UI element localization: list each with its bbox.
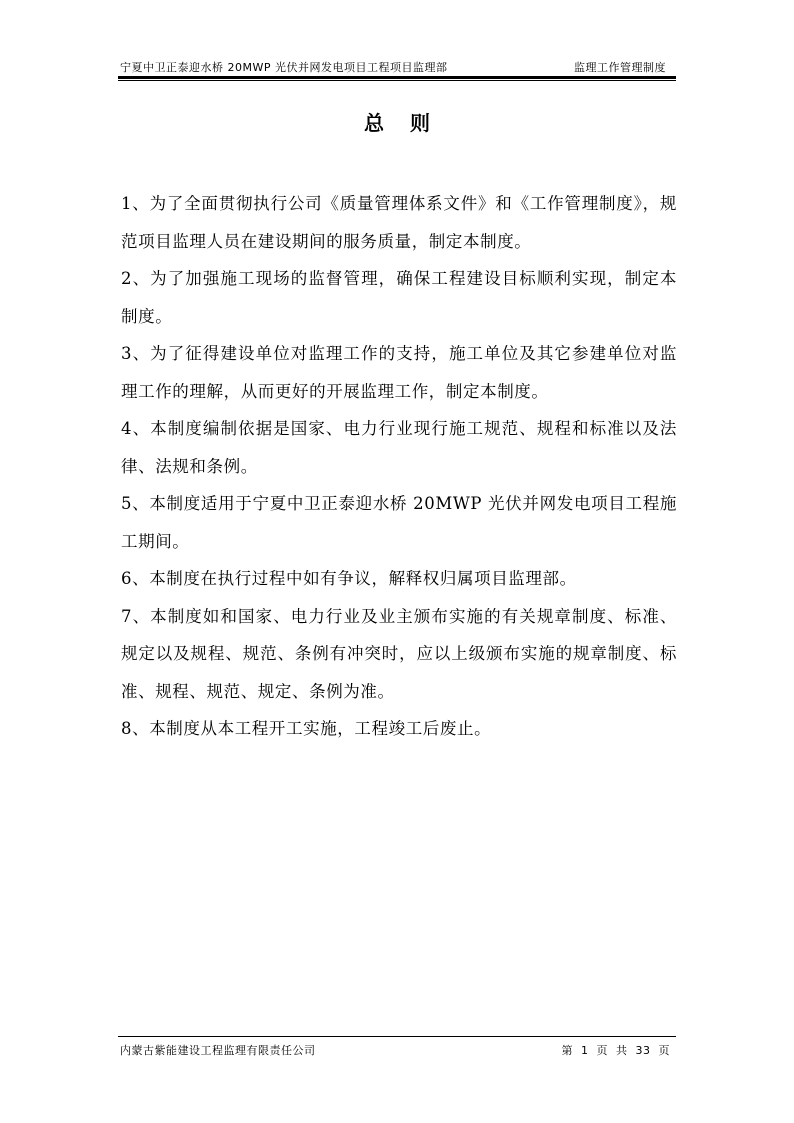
paragraph-5: 5、本制度适用于宁夏中卫正泰迎水桥 20MWP 光伏并网发电项目工程施工期间。 xyxy=(121,494,677,551)
footer-page-number: 第 1 页 共 33 页 xyxy=(561,1044,670,1057)
paragraph-4: 4、本制度编制依据是国家、电力行业现行施工规范、规程和标准以及法律、法规和条例。 xyxy=(121,419,677,476)
header-rule-thin xyxy=(118,80,676,81)
page-header xyxy=(120,57,674,77)
paragraph-7: 7、本制度如和国家、电力行业及业主颁布实施的有关规章制度、标准、规定以及规程、规范、条例有冲突时，应以上级颁布实施的规章制度、标准、规程、规范、规定、条例为准。 xyxy=(121,606,677,701)
paragraph-3: 3、为了征得建设单位对监理工作的支持，施工单位及其它参建单位对监理工作的理解，从而更好的开展监理工作，制定本制度。 xyxy=(121,344,677,401)
paragraph-2: 2、为了加强施工现场的监督管理，确保工程建设目标顺利实现，制定本制度。 xyxy=(121,269,677,326)
paragraph-1: 1、为了全面贯彻执行公司《质量管理体系文件》和《工作管理制度》，规范项目监理人员在建设期间的服务质量，制定本制度。 xyxy=(121,194,677,251)
header-rule-thick xyxy=(118,76,676,79)
document-body xyxy=(121,185,677,748)
paragraph-6: 6、本制度在执行过程中如有争议，解释权归属项目监理部。 xyxy=(121,569,577,588)
paragraph-8: 8、本制度从本工程开工实施，工程竣工后废止。 xyxy=(121,719,492,738)
footer-company-name: 内蒙古紫能建设工程监理有限责任公司 xyxy=(120,1044,316,1057)
header-document-title: 监理工作管理制度 xyxy=(574,61,666,74)
footer-rule xyxy=(118,1036,676,1037)
section-title: 总则 xyxy=(364,111,456,135)
header-project-name: 宁夏中卫正泰迎水桥 20MWP 光伏并网发电项目工程项目监理部 xyxy=(120,61,448,74)
